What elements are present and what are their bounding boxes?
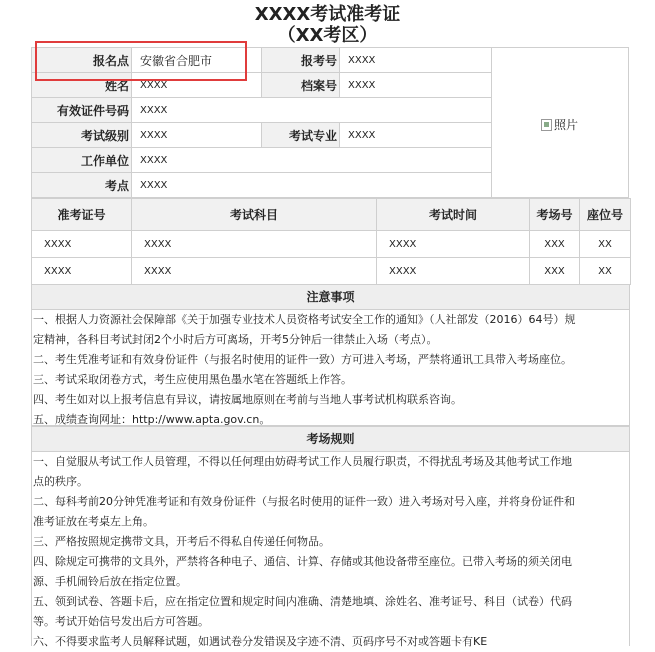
- rules-heading: 考场规则: [31, 426, 630, 452]
- col-header-time: 考试时间: [377, 199, 530, 231]
- reg-no-value: XXXX: [340, 48, 492, 73]
- name-value: XXXX: [132, 73, 262, 98]
- notice-line: 定精神，各科目考试封闭2个小时后方可离场，开考5分钟后一律禁止入场（考点）。: [33, 333, 438, 346]
- reg-no-label: 报考号: [262, 48, 340, 73]
- work-unit-label: 工作单位: [32, 148, 132, 173]
- rules-line: 六、不得要求监考人员解释试题，如遇试卷分发错误及字迹不清、页码序号不对或答题卡有KE: [33, 635, 488, 648]
- col-header-room: 考场号: [530, 199, 580, 231]
- ticket-no-cell: XXXX: [32, 258, 132, 285]
- table-row: [32, 231, 631, 258]
- major-label: 考试专业: [262, 123, 340, 148]
- room-cell: XXX: [530, 258, 580, 285]
- broken-image-icon: [541, 119, 552, 131]
- rules-line: 准考证放在考桌左上角。: [33, 515, 154, 528]
- highlight-box: [35, 41, 247, 81]
- photo-alt-text: 照片: [554, 118, 579, 132]
- candidate-photo: [541, 116, 578, 133]
- col-header-seat: 座位号: [580, 199, 631, 231]
- rules-line: 点的秩序。: [33, 475, 88, 488]
- rules-line: 二、每科考前20分钟凭准考证和有效身份证件（与报名时使用的证件一致）进入考场对号入座，并将身份证件和: [33, 495, 575, 508]
- id-label: 有效证件号码: [32, 98, 132, 123]
- exam-schedule-table: [31, 198, 631, 285]
- work-unit-value: XXXX: [132, 148, 492, 173]
- id-value: XXXX: [132, 98, 492, 123]
- notice-body: [31, 310, 630, 426]
- time-cell: XXXX: [377, 258, 530, 285]
- table-row: [32, 258, 631, 285]
- time-cell: XXXX: [377, 231, 530, 258]
- notice-line: 四、考生如对以上报考信息有异议，请按属地原则在考前与当地人事考试机构联系咨询。: [33, 393, 462, 406]
- archive-label: 档案号: [262, 73, 340, 98]
- photo-cell: [491, 47, 629, 198]
- name-label: 姓名: [32, 73, 132, 98]
- rules-line: 一、自觉服从考试工作人员管理，不得以任何理由妨碍考试工作人员履行职责，不得扰乱考场及其他考试工作地: [33, 455, 572, 468]
- notice-heading: 注意事项: [31, 284, 630, 310]
- seat-cell: XX: [580, 231, 631, 258]
- rules-body: [31, 452, 630, 646]
- level-label: 考试级别: [32, 123, 132, 148]
- subject-cell: XXXX: [132, 258, 377, 285]
- col-header-ticket-no: 准考证号: [32, 199, 132, 231]
- notice-line: 二、考生凭准考证和有效身份证件（与报名时使用的证件一致）方可进入考场，严禁将通讯工具带入考场座位。: [33, 353, 572, 366]
- subject-cell: XXXX: [132, 231, 377, 258]
- ticket-no-cell: XXXX: [32, 231, 132, 258]
- archive-value: XXXX: [340, 73, 492, 98]
- major-value: XXXX: [340, 123, 492, 148]
- notice-line: 一、根据人力资源社会保障部《关于加强专业技术人员资格考试安全工作的通知》（人社部发（2016）64号）规: [33, 313, 576, 326]
- exam-site-value: XXXX: [132, 173, 492, 198]
- level-value: XXXX: [132, 123, 262, 148]
- page-title: XXXX考试准考证: [254, 4, 401, 25]
- rules-line: 五、领到试卷、答题卡后，应在指定位置和规定时间内准确、清楚地填、涂姓名、准考证号、科目（试卷）代码: [33, 595, 572, 608]
- rules-line: 等。考试开始信号发出后方可答题。: [33, 615, 209, 628]
- notice-line: 五、成绩查询网址：http://www.apta.gov.cn。: [33, 413, 271, 426]
- col-header-subject: 考试科目: [132, 199, 377, 231]
- exam-site-label: 考点: [32, 173, 132, 198]
- page-subtitle: （XX考区）: [277, 25, 378, 46]
- seat-cell: XX: [580, 258, 631, 285]
- room-cell: XXX: [530, 231, 580, 258]
- rules-line: 四、除规定可携带的文具外，严禁将各种电子、通信、计算、存储或其他设备带至座位。已带入考场的须关闭电: [33, 555, 572, 568]
- rules-line: 三、严格按照规定携带文具，开考后不得私自传递任何物品。: [33, 535, 330, 548]
- notice-line: 三、考试采取闭卷方式，考生应使用黑色墨水笔在答题纸上作答。: [33, 373, 352, 386]
- rules-line: 源、手机闹铃后放在指定位置。: [33, 575, 187, 588]
- reg-point-value: 安徽省合肥市: [132, 48, 262, 73]
- reg-point-label: 报名点: [32, 48, 132, 73]
